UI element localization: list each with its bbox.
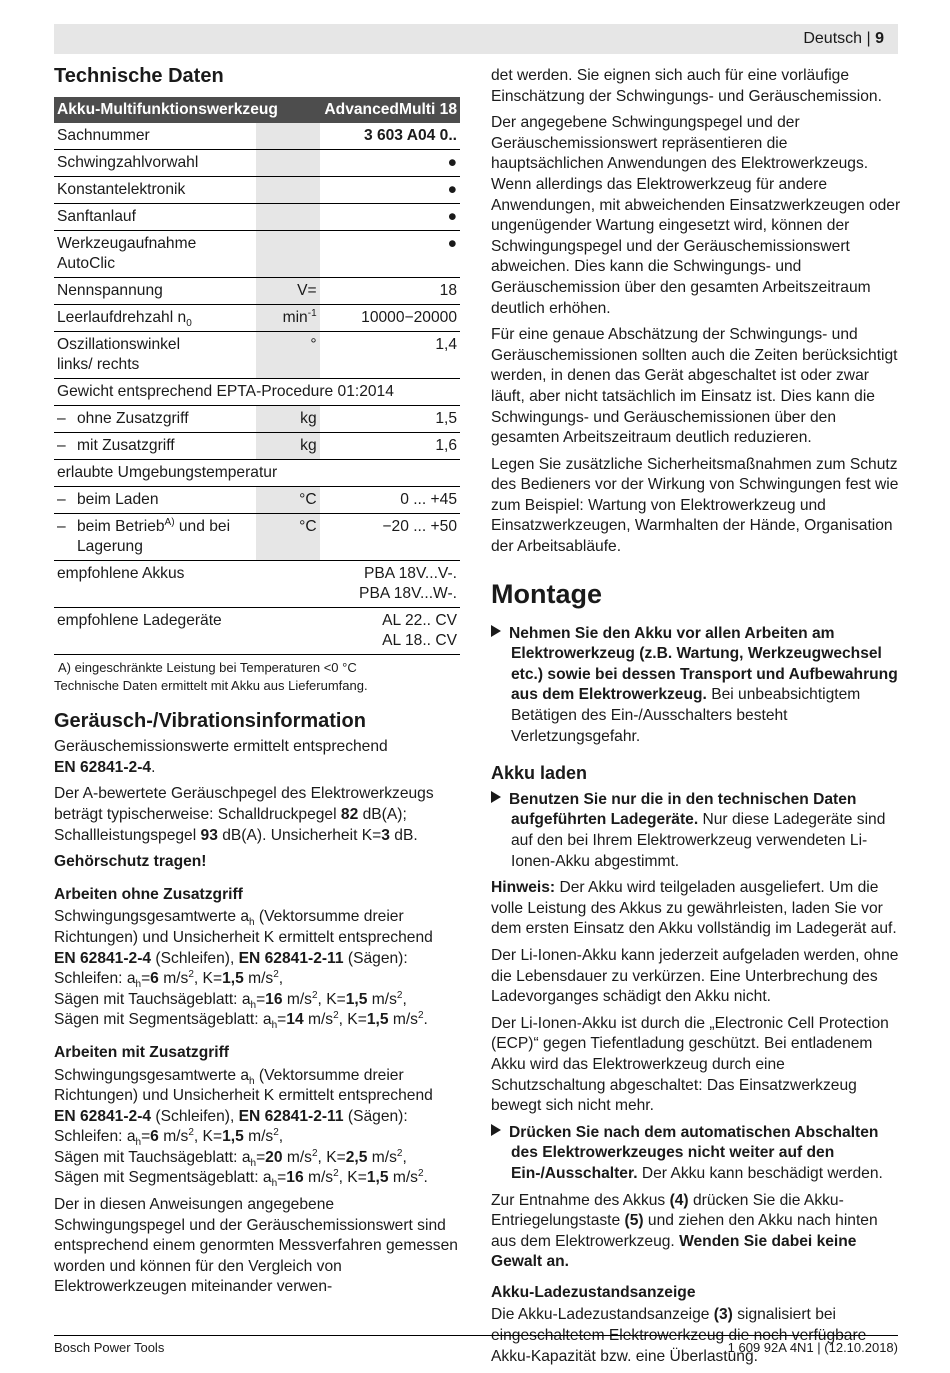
feature-dot-icon: ● [447,153,457,171]
switch-instruction: Drücken Sie nach dem automatischen Abschalten des Elektrowerkzeuges nicht weiter auf den Ein-/Ausschalter. Der Akku kann beschädigt werden. [491,1123,901,1185]
table-row: empfohlene Ladegeräte AL 22.. CV AL 18.. CV [54,607,460,654]
table-row: Sachnummer 3 603 A04 0.. [54,123,460,150]
feature-dot-icon: ● [447,234,457,252]
ohne-paragraph: Schwingungsgesamtwerte $a_h$ (Vektorsumme dreier Richtungen) und Unsicherheit K ermittelt entsprechend EN 62841-2-4 (Schleifen), EN 62841-2-11 (Sägen): Schleifen: $a_h=6$ $m/s^2$, K=1,5 $m/s^2$, Sägen mit Tauchsägeblatt: $a_h=16$ $m/s^2$, K=1,5 $m/s^2$, Sägen mit Segmentsägeblatt: $a_h=14$ $m/s^2$, K=1,5 $m/s^2$. [54,908,433,1032]
footer-doc-id: 1 609 92A 4N1 | (12.10.2018) [727,1340,898,1355]
removal-paragraph: Zur Entnahme des Akkus (4) drücken Sie die Akku-Entriegelungstaste (5) und ziehen den Akku nach hinten aus dem Elektrowerkzeug. Wenden Sie dabei keine Gewalt an. [491,1191,878,1271]
paragraph: Für eine genaue Abschätzung der Schwingungs- und Geräuschemissionen sollten auch die Zeiten berücksichtigt werden, in denen das Gerät abgeschaltet ist oder zwar läuft, aber nicht tatsächlich im Einsatz ist. Dies kann die Schwingungs- und Geräuschemissionen über den gesamten Arbeitszeitraum deutlich reduzieren. [491,326,898,447]
ladezustand-title: Akku-Ladezustandsanzeige [491,1283,696,1301]
right-column [491,66,901,1373]
paragraph: det werden. Sie eignen sich auch für eine vorläufige Einschätzung der Schwingungs- und Geräuschemission. [491,67,882,105]
table-row: Konstantelektronik ● [54,176,460,203]
table-row: erlaubte Umgebungstemperatur [54,459,460,486]
paragraph: Der Li-Ionen-Akku kann jederzeit aufgeladen werden, ohne die Lebensdauer zu verkürzen. Eine Unterbrechung des Ladevorganges schädigt den Akku nicht. [491,946,899,1006]
table-row: Oszillationswinkel links/ rechts ° 1,4 [54,331,460,378]
page-footer [54,1335,898,1355]
paragraph: Legen Sie zusätzliche Sicherheitsmaßnahmen zum Schutz des Bedieners vor der Wirkung von Schwingungen fest wie zum Beispiel: Wartung von Elektrowerkzeug und Einsatzwerkzeugen, Warmhalten der Hände, Organisation der Arbeitsabläufe. [491,455,899,556]
noise-paragraph: Geräuschemissionswerte ermittelt entsprechend EN 62841-2-4. [54,738,388,776]
ladezustand-paragraph: Die Akku-Ladezustandsanzeige (3) signalisiert bei eingeschaltetem Elektrowerkzeug die noch verfügbare Akku-Kapazität bzw. eine Überlastung. [491,1306,867,1365]
page-number: Deutsch | 9 [803,30,884,47]
feature-dot-icon: ● [447,207,457,225]
arrow-bullet-icon [491,625,501,637]
table-row: – mit Zusatzgriff kg 1,6 [54,432,460,459]
arrow-bullet-icon [491,1124,501,1136]
mit-paragraph: Schwingungsgesamtwerte $a_h$ (Vektorsumme dreier Richtungen) und Unsicherheit K ermittelt entsprechend EN 62841-2-4 (Schleifen), EN 62841-2-11 (Sägen): Schleifen: $a_h=6$ $m/s^2$, K=1,5 $m/s^2$, Sägen mit Tauchsägeblatt: $a_h=20$ $m/s^2$, K=2,5 $m/s^2$, Sägen mit Segmentsägeblatt: $a_h=16$ $m/s^2$, K=1,5 $m/s^2$. [54,1066,433,1190]
table-row: Gewicht entsprechend EPTA-Procedure 01:2014 [54,378,460,405]
akku-laden-title: Akku laden [491,763,588,784]
table-row: Nennspannung V= 18 [54,277,460,304]
table-row: Sanftanlauf ● [54,203,460,230]
ear-protection-note: Gehörschutz tragen! [54,853,207,871]
mit-title: Arbeiten mit Zusatzgriff [54,1043,230,1061]
noise-level-paragraph: Der A-bewertete Geräuschpegel des Elektrowerkzeugs beträgt typischerweise: Schalldruckpegel 82 dB(A); Schallleistungspegel 93 dB(A). Unsicherheit K=3 dB. [54,785,434,844]
noise-title: Geräusch-/Vibrationsinformation [54,709,366,732]
feature-dot-icon: ● [447,180,457,198]
paragraph: Der angegebene Schwingungspegel und der Geräuschemissionswert repräsentieren die hauptsächlichen Anwendungen des Elektrowerkzeugs. Wenn allerdings das Elektrowerkzeug für andere Anwendungen, mit abweichenden Einsatzwerkzeugen oder ungenügender Wartung eingesetzt wird, können der Schwingungspegel und der Geräuschemissionswert abweichen. Dies kann die Schwingungs- und Geräuschemission über den gesamten Arbeitszeitraum deutlich erhöhen. [491,114,901,317]
laden-instruction: Benutzen Sie nur die in den technischen Daten aufgeführten Ladegeräte. Nur diese Ladegeräte sind auf den bei Ihrem Elektrowerkzeug verwendeten Li-Ionen-Akku abgestimmt. [491,790,901,872]
table-row: – beim Betrieb$^{A)}$ und bei Lagerung °C −20 ... +50 [54,513,460,560]
page-header [54,24,898,54]
montage-instruction: Nehmen Sie den Akku vor allen Arbeiten am Elektrowerkzeug (z.B. Wartung, Werkzeugwechsel etc.) sowie bei dessen Transport und Aufbewahrung aus dem Elektrowerkzeug. Bei unbeabsichtigtem Betätigen des Ein-/Ausschalters besteht Verletzungsgefahr. [491,624,901,748]
tech-data-table [54,97,460,655]
arrow-bullet-icon [491,791,501,803]
table-header-row: Akku-Multifunktionswerkzeug AdvancedMulti 18 [54,97,460,123]
footer-publisher: Bosch Power Tools [54,1340,165,1355]
left-column [54,66,464,1304]
table-row: Werkzeugaufnahme AutoClic ● [54,230,460,277]
table-row: Leerlaufdrehzahl $n_0$ $\min^{-1}$ 10000−20000 [54,304,460,331]
table-row: – ohne Zusatzgriff kg 1,5 [54,405,460,432]
tech-data-title: Technische Daten [54,65,224,87]
paragraph: Der Li-Ionen-Akku ist durch die „Electronic Cell Protection (ECP)“ gegen Tiefentladung geschützt. Bei entladenem Akku wird das Elektrowerkzeug durch eine Schutzschaltung abgeschaltet: Das Einsatzwerkzeug bewegt sich nicht mehr. [491,1014,889,1115]
measurement-paragraph: Der in diesen Anweisungen angegebene Schwingungspegel und der Geräuschemissionswert sind entsprechend einem genormten Messverfahren gemessen worden und können für den Vergleich von Elektrowerkzeugen miteinander verwen- [54,1196,458,1296]
table-row: empfohlene Akkus PBA 18V...V-. PBA 18V...W-. [54,560,460,607]
ohne-title: Arbeiten ohne Zusatzgriff [54,885,243,903]
montage-title: Montage [491,578,602,609]
table-row: Schwingzahlvorwahl ● [54,149,460,176]
table-footnote: A) eingeschränkte Leistung bei Temperaturen <0 °C Technische Daten ermittelt mit Akku aus Lieferumfang. [54,659,368,693]
table-row: – beim Laden °C 0 ... +45 [54,486,460,513]
hinweis-paragraph: Hinweis: Der Akku wird teilgeladen ausgeliefert. Um die volle Leistung des Akkus zu gewährleisten, laden Sie vor dem ersten Einsatz den Akku vollständig im Ladegerät auf. [491,879,897,938]
